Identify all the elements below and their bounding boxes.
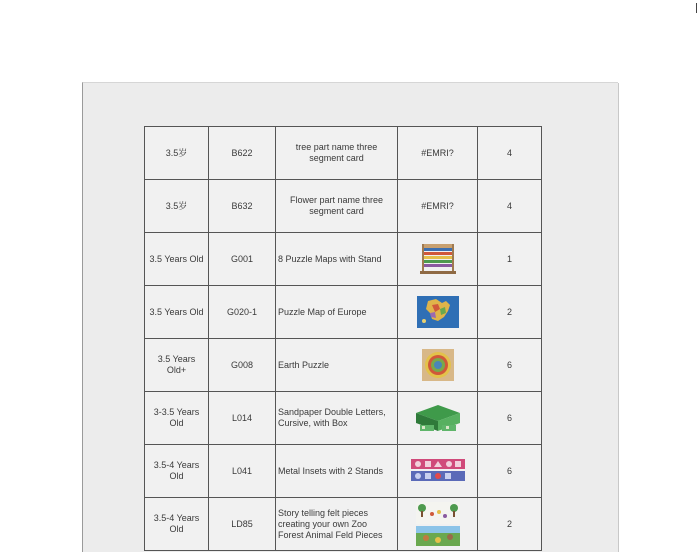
table-row (145, 392, 542, 445)
item-name-cell: Metal Insets with 2 Stands (276, 445, 398, 498)
item-code-cell: L041 (209, 445, 276, 498)
age-cell: 3.5-4 Years Old (145, 498, 209, 551)
age-cell: 3-3.5 Years Old (145, 392, 209, 445)
quantity-cell: 2 (478, 286, 542, 339)
product-image-cell (398, 445, 478, 498)
felt-pieces-photo (412, 500, 464, 548)
age-cell: 3.5岁 (145, 127, 209, 180)
age-cell: 3.5 Years Old (145, 233, 209, 286)
quantity-cell: 6 (478, 445, 542, 498)
product-image-cell (398, 498, 478, 551)
product-image-cell (398, 286, 478, 339)
item-code-cell: L014 (209, 392, 276, 445)
age-cell: 3.5岁 (145, 180, 209, 233)
scan-mark (696, 3, 697, 13)
sandpaper-letters-photo (412, 401, 464, 435)
puzzle-map-stand-photo (417, 242, 459, 276)
product-image-cell (398, 233, 478, 286)
item-code-cell: G020-1 (209, 286, 276, 339)
table-row (145, 339, 542, 392)
item-code-cell: G001 (209, 233, 276, 286)
quantity-cell: 1 (478, 233, 542, 286)
age-cell: 3.5 Years Old (145, 286, 209, 339)
item-code-cell: G008 (209, 339, 276, 392)
age-cell: 3.5-4 Years Old (145, 445, 209, 498)
table-row (145, 445, 542, 498)
table-row (145, 127, 542, 180)
table-row (145, 233, 542, 286)
product-image-cell (398, 339, 478, 392)
table-row (145, 286, 542, 339)
item-code-cell: B632 (209, 180, 276, 233)
item-code-cell: B622 (209, 127, 276, 180)
earth-puzzle-photo (421, 348, 455, 382)
quantity-cell: 4 (478, 180, 542, 233)
quantity-cell: 4 (478, 127, 542, 180)
metal-insets-photo (409, 456, 467, 486)
europe-map-photo (416, 295, 460, 329)
table-row (145, 498, 542, 551)
item-name-cell: Story telling felt pieces creating your own Zoo Forest Animal Feld Pieces (276, 498, 398, 551)
item-name-cell: 8 Puzzle Maps with Stand (276, 233, 398, 286)
remark-cell: #EMRI? (398, 127, 478, 180)
item-name-cell: tree part name three segment card (276, 127, 398, 180)
quantity-cell: 6 (478, 392, 542, 445)
product-image-cell (398, 392, 478, 445)
item-name-cell: Sandpaper Double Letters, Cursive, with Box (276, 392, 398, 445)
product-table (144, 126, 542, 551)
item-code-cell: LD85 (209, 498, 276, 551)
quantity-cell: 6 (478, 339, 542, 392)
item-name-cell: Puzzle Map of Europe (276, 286, 398, 339)
quantity-cell: 2 (478, 498, 542, 551)
page-edge (618, 83, 619, 552)
table-row (145, 180, 542, 233)
age-cell: 3.5 Years Old+ (145, 339, 209, 392)
item-name-cell: Earth Puzzle (276, 339, 398, 392)
item-name-cell: Flower part name three segment card (276, 180, 398, 233)
remark-cell: #EMRI? (398, 180, 478, 233)
